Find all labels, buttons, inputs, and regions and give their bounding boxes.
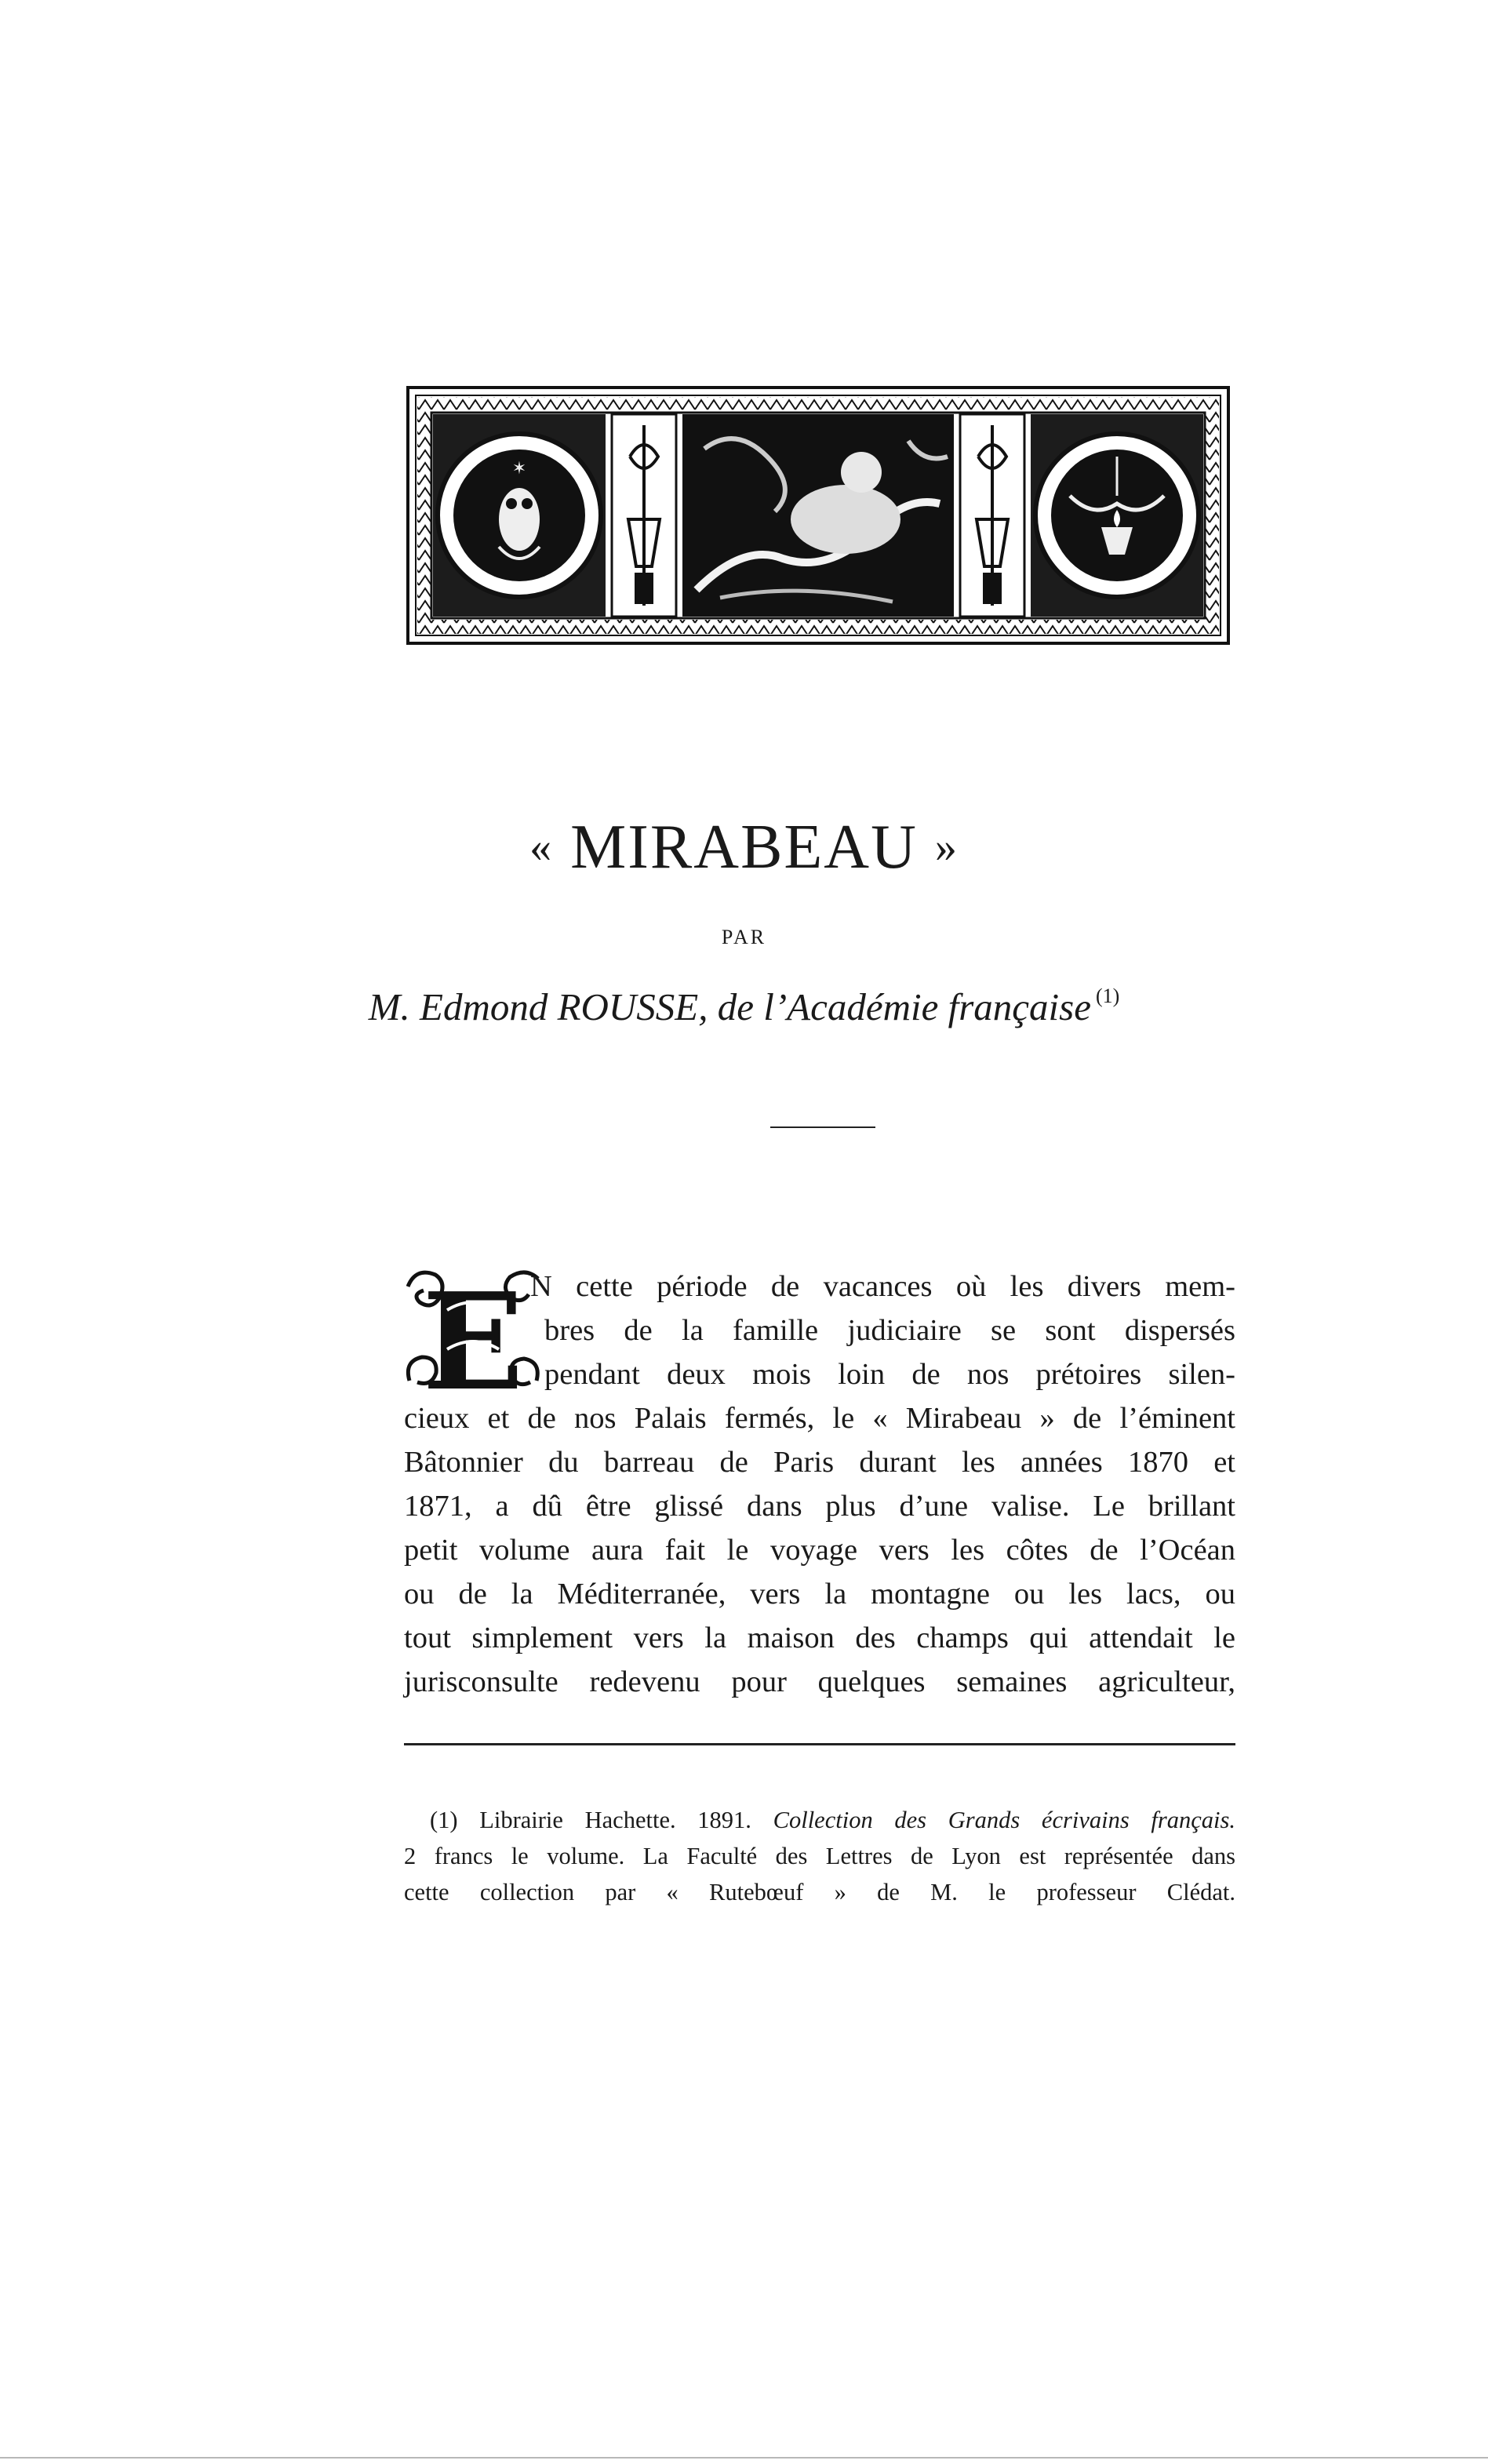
ornamental-dropcap bbox=[400, 1263, 546, 1404]
footnote-divider bbox=[404, 1743, 1235, 1745]
body-line: N cette période de vacances où les divers mem- bbox=[530, 1270, 1235, 1303]
byline-par: PAR bbox=[721, 926, 767, 948]
ornamental-headpiece bbox=[406, 386, 1230, 645]
body-line: pendant deux mois loin de nos prétoires silen- bbox=[544, 1358, 1235, 1391]
lamp-medallion bbox=[1031, 414, 1203, 617]
footnote-line-1 bbox=[430, 1803, 1235, 1837]
svg-text:✶: ✶ bbox=[511, 459, 527, 479]
body-line: 1871, a dû être glissé dans plus d’une valise. Le brillant bbox=[404, 1490, 1235, 1523]
author-name: M. Edmond ROUSSE, de l’Académie française bbox=[368, 985, 1091, 1028]
title-divider bbox=[770, 1126, 875, 1128]
author-line bbox=[0, 985, 1488, 1029]
dropcap-letter: E bbox=[422, 1264, 524, 1404]
footnote-line-2: 2 francs le volume. La Faculté des Lettres de Lyon est représentée dans bbox=[404, 1843, 1235, 1869]
page-edge-line bbox=[0, 2457, 1488, 2459]
body-line: ou de la Méditerranée, vers la montagne ou les lacs, ou bbox=[404, 1578, 1235, 1611]
body-line: petit volume aura fait le voyage vers les côtes de l’Océan bbox=[404, 1534, 1235, 1567]
footnote-prefix: (1) Librairie Hachette. 1891. bbox=[430, 1807, 751, 1833]
body-line: Bâtonnier du barreau de Paris durant les années 1870 et bbox=[404, 1446, 1235, 1479]
vase-column-left bbox=[612, 414, 676, 617]
body-line: tout simplement vers la maison des champs qui attendait le bbox=[404, 1621, 1235, 1654]
vase-column-right bbox=[960, 414, 1024, 617]
footnote-italic: Collection des Grands écrivains français. bbox=[773, 1807, 1235, 1833]
title-text: MIRABEAU bbox=[570, 813, 918, 882]
footnote-ref: (1) bbox=[1095, 985, 1120, 1007]
body-line: bres de la famille judiciaire se sont dispersés bbox=[544, 1314, 1235, 1347]
footnote-line-3: cette collection par « Rutebœuf » de M. le professeur Clédat. bbox=[404, 1879, 1235, 1905]
article-title bbox=[0, 800, 1488, 894]
title-open-quote: « bbox=[529, 823, 554, 872]
central-figure-panel bbox=[682, 414, 954, 617]
title-close-quote: » bbox=[934, 823, 959, 872]
body-line: jurisconsulte redevenu pour quelques semaines agriculteur, bbox=[404, 1665, 1235, 1698]
body-line: cieux et de nos Palais fermés, le « Mirabeau » de l’éminent bbox=[404, 1402, 1235, 1435]
owl-medallion bbox=[433, 414, 606, 617]
